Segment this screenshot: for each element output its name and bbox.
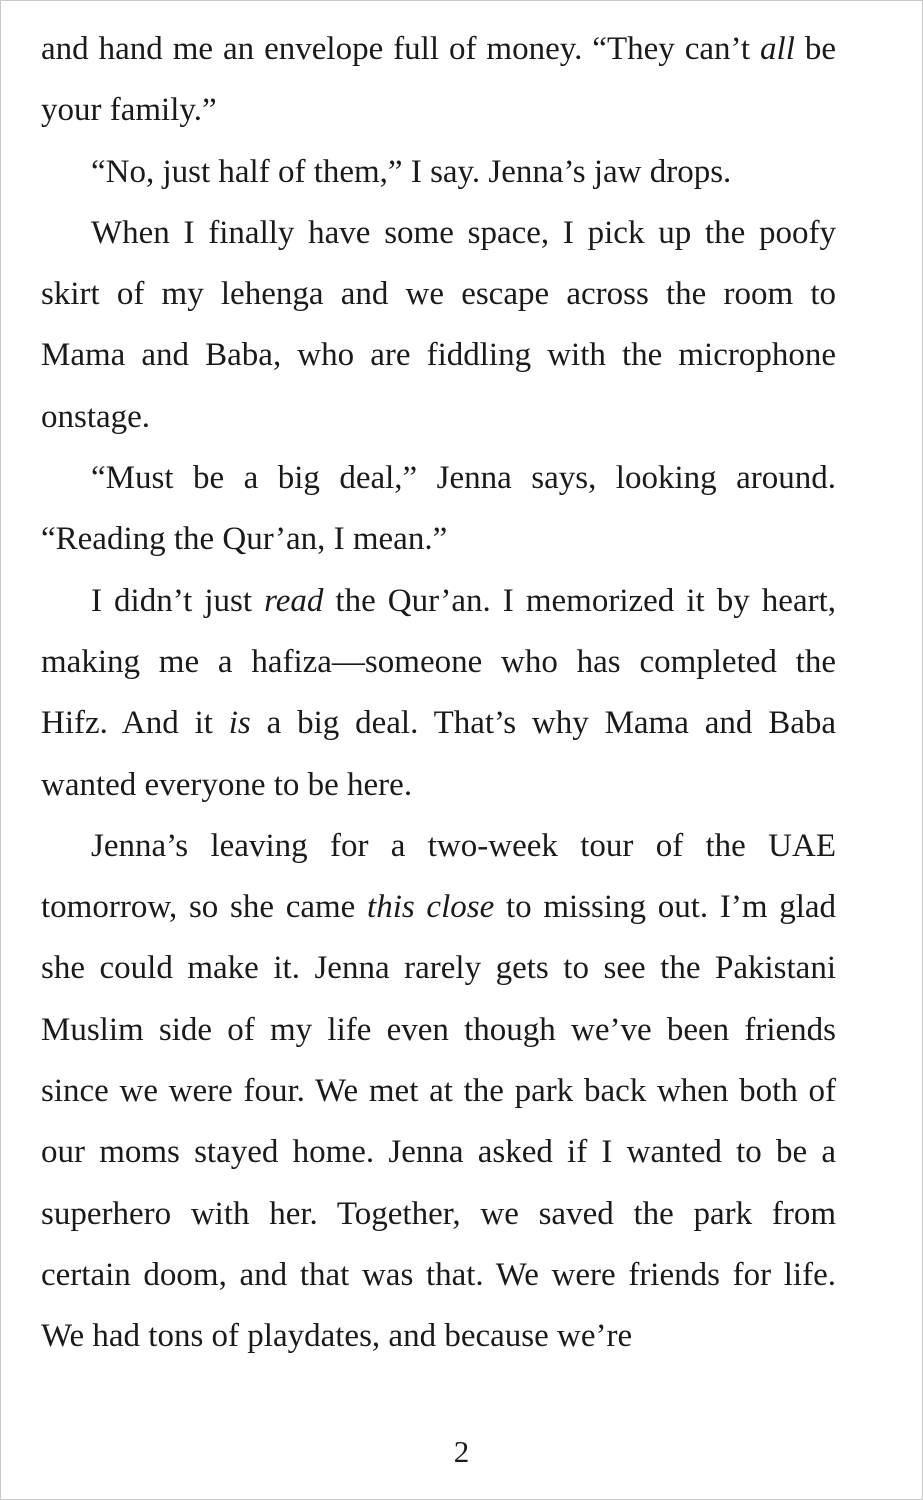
text-segment: I didn’t just [91, 582, 265, 619]
paragraph-1 [41, 19, 836, 142]
text-segment: and hand me an envelope full of money. “They can’t [41, 31, 761, 67]
body-text [41, 19, 836, 1368]
paragraph-3 [41, 203, 836, 448]
italic-segment: is [228, 705, 251, 742]
text-segment: Jenna’s leaving for a two-week tour of the UAE tomorrow, so she came [41, 827, 836, 926]
text-segment: When I finally have some space, I pick up the poofy skirt of my lehenga and we escape across the room to Mama and Baba, who are fiddling with the microphone onstage. [41, 214, 836, 435]
italic-segment: all [760, 31, 795, 67]
text-segment: the Qur’an. I memorized it by heart, making me a hafiza—someone who has completed the Hifz. And it [41, 582, 836, 742]
paragraph-6 [41, 816, 836, 1368]
italic-segment: read [264, 582, 324, 619]
text-segment: to missing out. I’m glad she could make it. Jenna rarely gets to see the Pakistani Muslim side of my life even though we’ve been friends since we were four. We met at the park back when both of our moms stayed home. Jenna asked if I wanted to be a superhero with her. Together, we saved the park from certain doom, and that was that. We were friends for life. We had tons of playdates, and because we’re [41, 889, 837, 1355]
text-segment: “Must be a big deal,” Jenna says, looking around. “Reading the Qur’an, I mean.” [41, 460, 836, 558]
paragraph-4 [41, 448, 836, 571]
text-segment: a big deal. That’s why Mama and Baba wanted everyone to be here. [41, 705, 837, 803]
text-segment: be your family.” [41, 31, 836, 129]
paragraph-5 [41, 571, 836, 816]
italic-segment: this close [367, 889, 495, 926]
paragraph-2 [41, 142, 836, 203]
page-number: 2 [453, 1434, 470, 1469]
text-segment: “No, just half of them,” I say. Jenna’s jaw drops. [91, 153, 732, 190]
